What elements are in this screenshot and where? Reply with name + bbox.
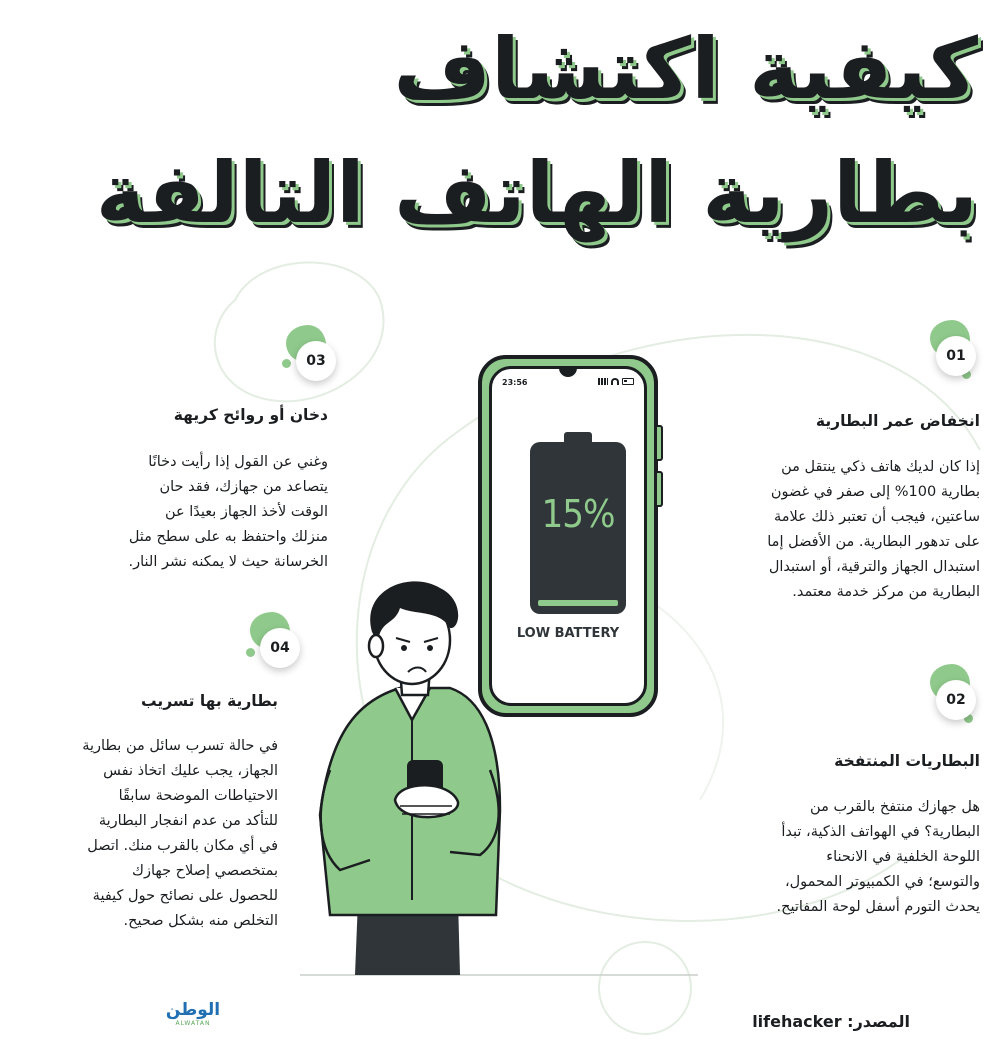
status-icons	[598, 378, 634, 385]
badge-number: 03	[296, 341, 336, 381]
tip-line: هل جهازك منتفخ بالقرب من	[810, 799, 980, 815]
tip-line: وغني عن القول إذا رأيت دخانًا	[148, 454, 328, 470]
phone-notch	[559, 366, 577, 377]
battery-percent: 15%	[541, 492, 615, 536]
number-badge-03	[280, 325, 350, 385]
tip-02-heading: البطاريات المنتفخة	[834, 752, 980, 770]
status-time: 23:56	[502, 378, 528, 387]
tip-line: البطارية من مركز خدمة معتمد.	[792, 584, 980, 600]
tip-line: في حالة تسرب سائل من بطارية	[82, 738, 278, 754]
tip-03-text	[68, 450, 328, 575]
decorative-circle	[599, 942, 691, 1034]
tip-01-heading: انخفاض عمر البطارية	[815, 412, 980, 430]
logo-subtext: ALWATAN	[175, 1020, 211, 1027]
badge-number: 01	[936, 336, 976, 376]
tip-line: بطارية 100% إلى صفر في غضون	[770, 484, 980, 500]
tip-line: استبدال الجهاز والترقية، أو استبدال	[768, 559, 980, 575]
tip-line: البطارية؟ في الهواتف الذكية، تبدأ	[781, 824, 980, 840]
tip-line: في أي مكان بالقرب منك. اتصل	[87, 838, 278, 854]
tip-03-heading: دخان أو روائح كريهة	[173, 406, 328, 424]
tip-line: والتوسع؛ في الكمبيوتر المحمول،	[784, 874, 980, 890]
badge-number: 04	[260, 628, 300, 668]
tip-line: اللوحة الخلفية في الانحناء	[826, 849, 980, 865]
tip-line: يتصاعد من جهازك، فقد حان	[159, 479, 328, 495]
alwatan-logo	[158, 1000, 228, 1034]
phone-side-button	[657, 471, 663, 507]
source-credit: المصدر: lifehacker	[752, 1012, 910, 1031]
worried-person-illustration	[300, 570, 520, 975]
tip-01-text	[690, 455, 980, 605]
tip-line: بمتخصصي إصلاح جهازك	[132, 863, 278, 879]
battery-level-fill	[538, 600, 618, 606]
number-badge-01	[922, 320, 992, 380]
tip-04-heading: بطارية بها تسريب	[140, 692, 278, 710]
wifi-icon	[611, 378, 619, 385]
badge-number: 02	[936, 680, 976, 720]
tip-line: الوقت لأخذ الجهاز بعيدًا عن	[164, 504, 328, 520]
tip-line: التخلص منه بشكل صحيح.	[123, 913, 278, 929]
battery-mini-icon	[622, 378, 634, 385]
page-title-line-2: بطارية الهاتف التالفة	[95, 144, 978, 242]
tip-line: الخرسانة حيث لا يمكنه نشر النار.	[128, 554, 328, 570]
low-battery-label: LOW BATTERY	[516, 626, 620, 641]
tip-line: يحدث التورم أسفل لوحة المفاتيح.	[776, 899, 980, 915]
tip-line: على تدهور البطارية. من الأفضل إما	[767, 534, 980, 550]
tip-line: ساعتين، فيجب أن تعتبر ذلك علامة	[773, 509, 980, 525]
battery-icon	[530, 442, 626, 614]
signal-icon	[598, 378, 608, 385]
tip-04-text	[38, 734, 278, 934]
number-badge-02	[922, 664, 992, 724]
tip-line: للتأكد من عدم انفجار البطارية	[98, 813, 278, 829]
logo-wordmark: الوطن	[165, 1000, 221, 1020]
tip-line: منزلك واحتفظ به على سطح مثل	[128, 529, 328, 545]
tip-line: إذا كان لديك هاتف ذكي ينتقل من	[781, 459, 980, 475]
tip-02-text	[690, 795, 980, 920]
tip-line: للحصول على نصائح حول كيفية	[92, 888, 278, 904]
tip-line: الجهاز، يجب عليك اتخاذ نفس	[103, 763, 278, 779]
tip-line: الاحتياطات الموضحة سابقًا	[118, 788, 278, 804]
page-title-line-1: كيفية اكتشاف	[393, 20, 978, 118]
phone-side-button	[657, 425, 663, 461]
